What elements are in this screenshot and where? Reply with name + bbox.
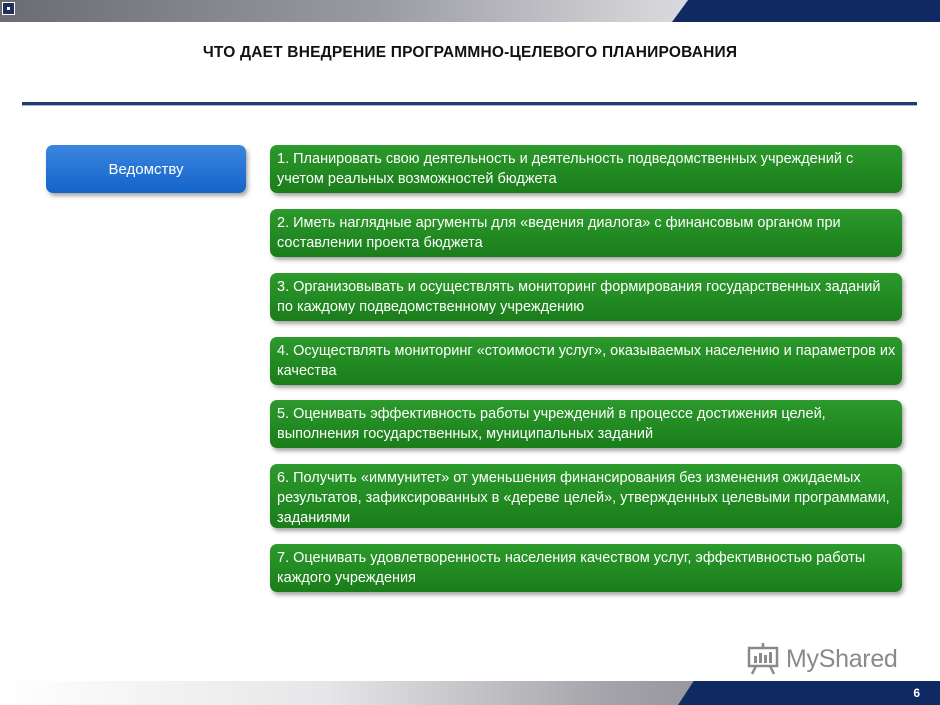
- title-divider-shadow: [22, 105, 917, 106]
- list-item: 2. Иметь наглядные аргументы для «ведения диалога» с финансовым органом при составлении проекта бюджета: [270, 209, 902, 257]
- list-item: 3. Организовывать и осуществлять мониторинг формирования государственных заданий по каждому подведомственному учреждению: [270, 273, 902, 321]
- list-item: 4. Осуществлять мониторинг «стоимости услуг», оказываемых населению и параметров их качества: [270, 337, 902, 385]
- page-number: 6: [913, 686, 920, 700]
- presentation-board-icon: [746, 642, 780, 676]
- top-navy-accent: [672, 0, 940, 22]
- slide-menu-icon[interactable]: [2, 2, 15, 15]
- myshared-watermark: [746, 641, 898, 677]
- list-item: 7. Оценивать удовлетворенность населения качеством услуг, эффективностью работы каждого учреждения: [270, 544, 902, 592]
- list-item: 5. Оценивать эффективность работы учреждений в процессе достижения целей, выполнения государственных, муниципальных заданий: [270, 400, 902, 448]
- page-title: ЧТО ДАЕТ ВНЕДРЕНИЕ ПРОГРАММНО-ЦЕЛЕВОГО ПЛАНИРОВАНИЯ: [202, 44, 738, 61]
- list-item: 6. Получить «иммунитет» от уменьшения финансирования без изменения ожидаемых результатов, зафиксированных в «дереве целей», утвержденных целевыми программами, заданиями: [270, 464, 902, 528]
- list-item: 1. Планировать свою деятельность и деятельность подведомственных учреждений с учетом реальных возможностей бюджета: [270, 145, 902, 193]
- category-badge: Ведомству: [46, 145, 246, 193]
- bottom-navy-accent: [678, 681, 940, 705]
- watermark-text: MyShared: [786, 644, 898, 673]
